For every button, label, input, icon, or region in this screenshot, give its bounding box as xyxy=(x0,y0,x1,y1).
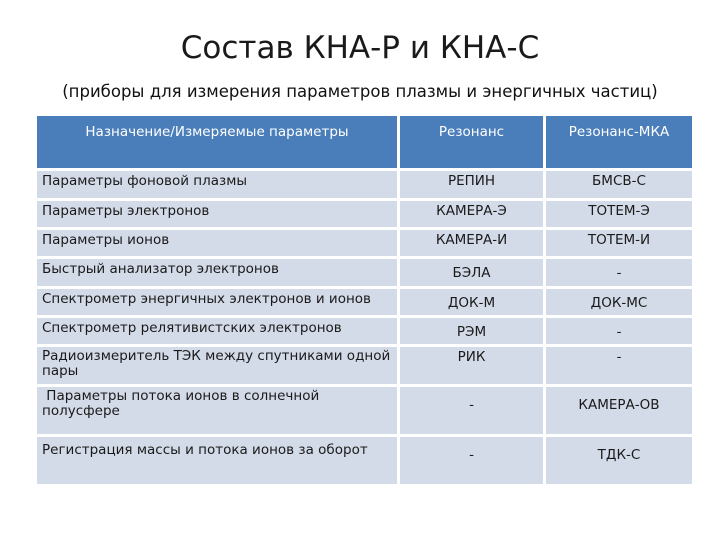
cell-parameter: Регистрация массы и потока ионов за оборот xyxy=(37,437,400,487)
cell-rezonans-mka-text: - xyxy=(616,324,622,340)
table-row xyxy=(37,318,692,347)
cell-parameter: Спектрометр релятивистских электронов xyxy=(37,318,400,347)
cell-rezonans-mka-text: - xyxy=(616,265,622,281)
cell-rezonans: РЕПИН xyxy=(400,171,546,201)
cell-rezonans-mka: БМСВ-С xyxy=(546,171,692,201)
table-row xyxy=(37,171,692,201)
cell-rezonans-mka xyxy=(546,318,692,347)
cell-rezonans: КАМЕРА-Э xyxy=(400,201,546,230)
cell-rezonans xyxy=(400,318,546,347)
table-row xyxy=(37,230,692,259)
cell-rezonans-mka: - xyxy=(546,347,692,387)
cell-parameter: Радиоизмеритель ТЭК между спутниками одной пары xyxy=(37,347,400,387)
table-row xyxy=(37,259,692,289)
cell-rezonans xyxy=(400,259,546,289)
instruments-table xyxy=(37,116,692,487)
table-row xyxy=(37,387,692,437)
cell-rezonans xyxy=(400,387,546,437)
cell-rezonans-mka xyxy=(546,259,692,289)
header-parameters: Назначение/Измеряемые параметры xyxy=(37,116,400,171)
cell-rezonans-mka xyxy=(546,289,692,318)
cell-rezonans-mka xyxy=(546,437,692,487)
table-row xyxy=(37,201,692,230)
cell-rezonans-mka-text: КАМЕРА-ОВ xyxy=(578,397,660,413)
cell-rezonans: КАМЕРА-И xyxy=(400,230,546,259)
cell-rezonans-text: ДОК-М xyxy=(447,295,496,311)
cell-rezonans-text: БЭЛА xyxy=(452,265,491,281)
table-row xyxy=(37,347,692,387)
table-row xyxy=(37,289,692,318)
cell-rezonans-mka: ТОТЕМ-И xyxy=(546,230,692,259)
table-header-row xyxy=(37,116,692,171)
cell-parameter: Спектрометр энергичных электронов и ионов xyxy=(37,289,400,318)
cell-rezonans-text: - xyxy=(469,447,474,463)
cell-rezonans-mka: ТОТЕМ-Э xyxy=(546,201,692,230)
table-row xyxy=(37,437,692,487)
header-rezonans: Резонанс xyxy=(400,116,546,171)
cell-rezonans-mka-text: ДОК-МС xyxy=(590,295,648,311)
cell-rezonans xyxy=(400,289,546,318)
cell-rezonans-text: РЭМ xyxy=(456,324,487,340)
cell-rezonans: РИК xyxy=(400,347,546,387)
cell-rezonans-mka-text: ТДК-С xyxy=(597,447,641,463)
page-title: Состав КНА-Р и КНА-С xyxy=(180,30,540,66)
cell-rezonans xyxy=(400,437,546,487)
cell-parameter: Параметры фоновой плазмы xyxy=(37,171,400,201)
cell-rezonans-mka xyxy=(546,387,692,437)
cell-parameter: Параметры ионов xyxy=(37,230,400,259)
header-rezonans-mka: Резонанс-МКА xyxy=(546,116,692,171)
cell-parameter: Быстрый анализатор электронов xyxy=(37,259,400,289)
cell-parameter: Параметры электронов xyxy=(37,201,400,230)
cell-rezonans-text: - xyxy=(469,397,474,413)
page-subtitle: (приборы для измерения параметров плазмы и энергичных частиц) xyxy=(62,82,658,101)
cell-parameter: Параметры потока ионов в солнечной полусфере xyxy=(37,387,400,437)
